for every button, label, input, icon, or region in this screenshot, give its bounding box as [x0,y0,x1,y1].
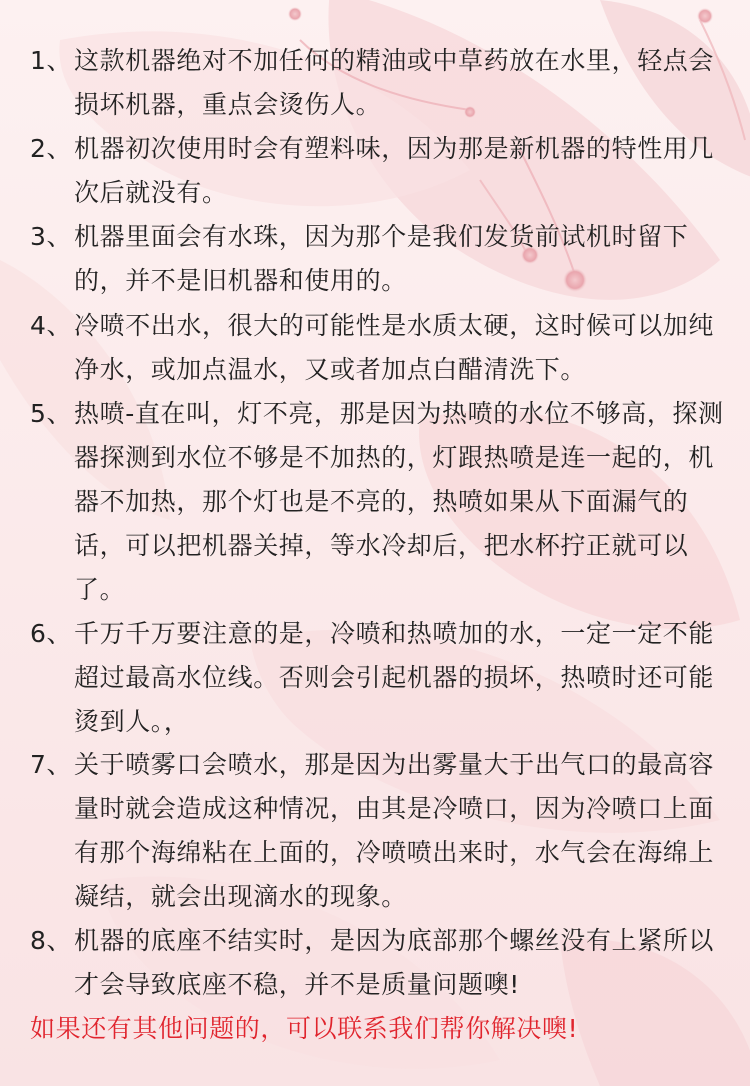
list-item [30,612,730,744]
item-text: 冷喷不出水，很大的可能性是水质太硬，这时候可以加纯净水，或加点温水，又或者加点白醋清洗下。 [74,311,715,384]
contact-note: 如果还有其他问题的，可以联系我们帮你解决噢! [30,1014,579,1043]
item-text: 热喷-直在叫，灯不亮，那是因为热喷的水位不够高，探测器探测到水位不够是不加热的，灯跟热喷是连一起的，机器不加热，那个灯也是不亮的，热喷如果从下面漏气的话，可以把机器关掉，等水冷却后，把水杯拧正就可以了。 [74,399,724,604]
item-text: 千万千万要注意的是，冷喷和热喷加的水，一定一定不能超过最高水位线。否则会引起机器的损坏，热喷时还可能烫到人。， [74,619,715,736]
list-item [30,39,730,127]
item-number: 1、 [30,46,73,75]
list-item [30,392,730,612]
list-item [30,215,730,303]
item-number: 7、 [30,750,73,779]
stamen-dot [288,7,302,21]
item-number: 5、 [30,399,73,428]
item-number: 6、 [30,619,73,648]
item-text: 机器初次使用时会有塑料味，因为那是新机器的特性用几次后就没有。 [74,134,715,207]
list-item [30,743,730,919]
list-item [30,127,730,215]
list-item [30,304,730,392]
list-item [30,919,730,1007]
item-number: 3、 [30,222,73,251]
stamen-dot [697,8,713,24]
item-number: 4、 [30,311,73,340]
item-text: 机器的底座不结实时，是因为底部那个螺丝没有上紧所以才会导致底座不稳，并不是质量问题噢! [74,926,715,999]
item-number: 2、 [30,134,73,163]
item-text: 关于喷雾口会喷水，那是因为出雾量大于出气口的最高容量时就会造成这种情况，由其是冷喷口，因为冷喷口上面有那个海绵粘在上面的，冷喷喷出来时，水气会在海绵上凝结，就会出现滴水的现象。 [74,750,715,911]
item-text: 这款机器绝对不加任何的精油或中草药放在水里，轻点会损坏机器，重点会烫伤人。 [74,46,715,119]
item-number: 8、 [30,926,73,955]
item-text: 机器里面会有水珠，因为那个是我们发货前试机时留下的，并不是旧机器和使用的。 [74,222,689,295]
